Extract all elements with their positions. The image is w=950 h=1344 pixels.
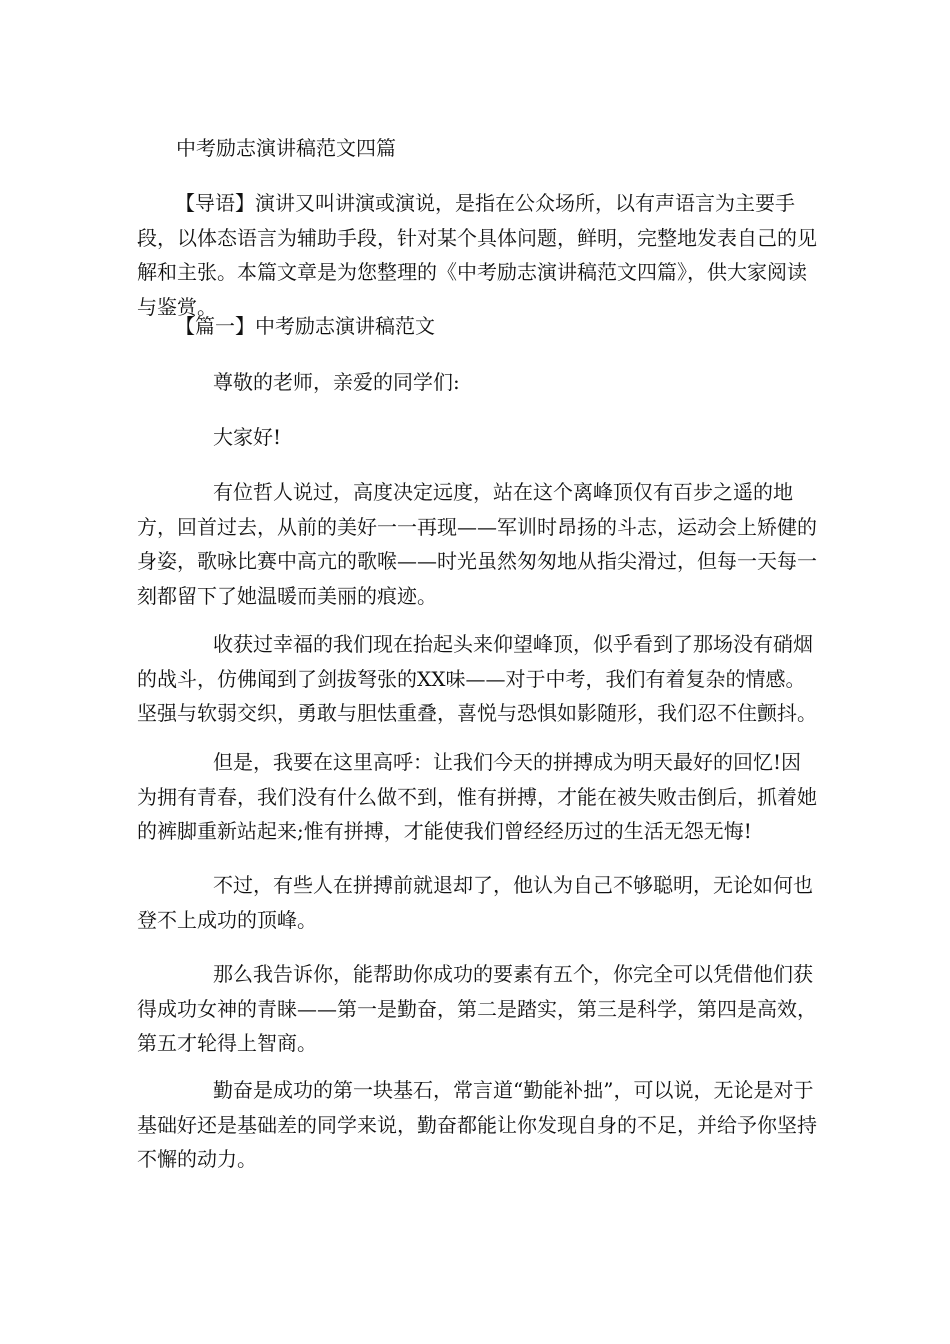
intro-paragraph: 【导语】演讲又叫讲演或演说，是指在公众场所，以有声语言为主要手段，以体态语言为辅助手段，针对某个具体问题，鲜明，完整地发表自己的见解和主张。本篇文章是为您整理的《中考励志演讲稿范文四篇》，供大家阅读与鉴赏。	[137, 191, 817, 319]
body-paragraph: 收获过幸福的我们现在抬起头来仰望峰顶，似乎看到了那场没有硝烟的战斗，仿佛闻到了剑拔弩张的XX味——对于中考，我们有着复杂的情感。坚强与软弱交织，勇敢与胆怯重叠，喜悦与恐惧如影随形，我们忍不住颤抖。	[137, 632, 817, 725]
body-paragraph: 但是，我要在这里高呼：让我们今天的拼搏成为明天最好的回忆!因为拥有青春，我们没有什么做不到，惟有拼搏，才能在被失败击倒后，抓着她的裤脚重新站起来;惟有拼搏，才能使我们曾经经历过的生活无怨无悔!	[137, 750, 817, 843]
body-paragraph: 不过，有些人在拼搏前就退却了，他认为自己不够聪明，无论如何也登不上成功的顶峰。	[137, 873, 813, 932]
greeting: 大家好!	[213, 425, 282, 449]
document-title: 中考励志演讲稿范文四篇	[176, 136, 396, 160]
body-paragraph: 那么我告诉你，能帮助你成功的要素有五个，你完全可以凭借他们获得成功女神的青睐——第一是勤奋，第二是踏实，第三是科学，第四是高效，第五才轮得上智商。	[137, 962, 817, 1055]
body-paragraph: 有位哲人说过，高度决定远度，站在这个离峰顶仅有百步之遥的地方，回首过去，从前的美好一一再现——军训时昂扬的斗志，运动会上矫健的身姿，歌咏比赛中高亢的歌喉——时光虽然匆匆地从指尖滑过，但每一天每一刻都留下了她温暖而美丽的痕迹。	[137, 480, 817, 608]
body-paragraph: 勤奋是成功的第一块基石，常言道“勤能补拙”，可以说，无论是对于基础好还是基础差的同学来说，勤奋都能让你发现自身的不足，并给予你坚持不懈的动力。	[137, 1078, 817, 1171]
salutation: 尊敬的老师，亲爱的同学们:	[213, 370, 460, 394]
section-heading: 【篇一】中考励志演讲稿范文	[175, 314, 435, 338]
